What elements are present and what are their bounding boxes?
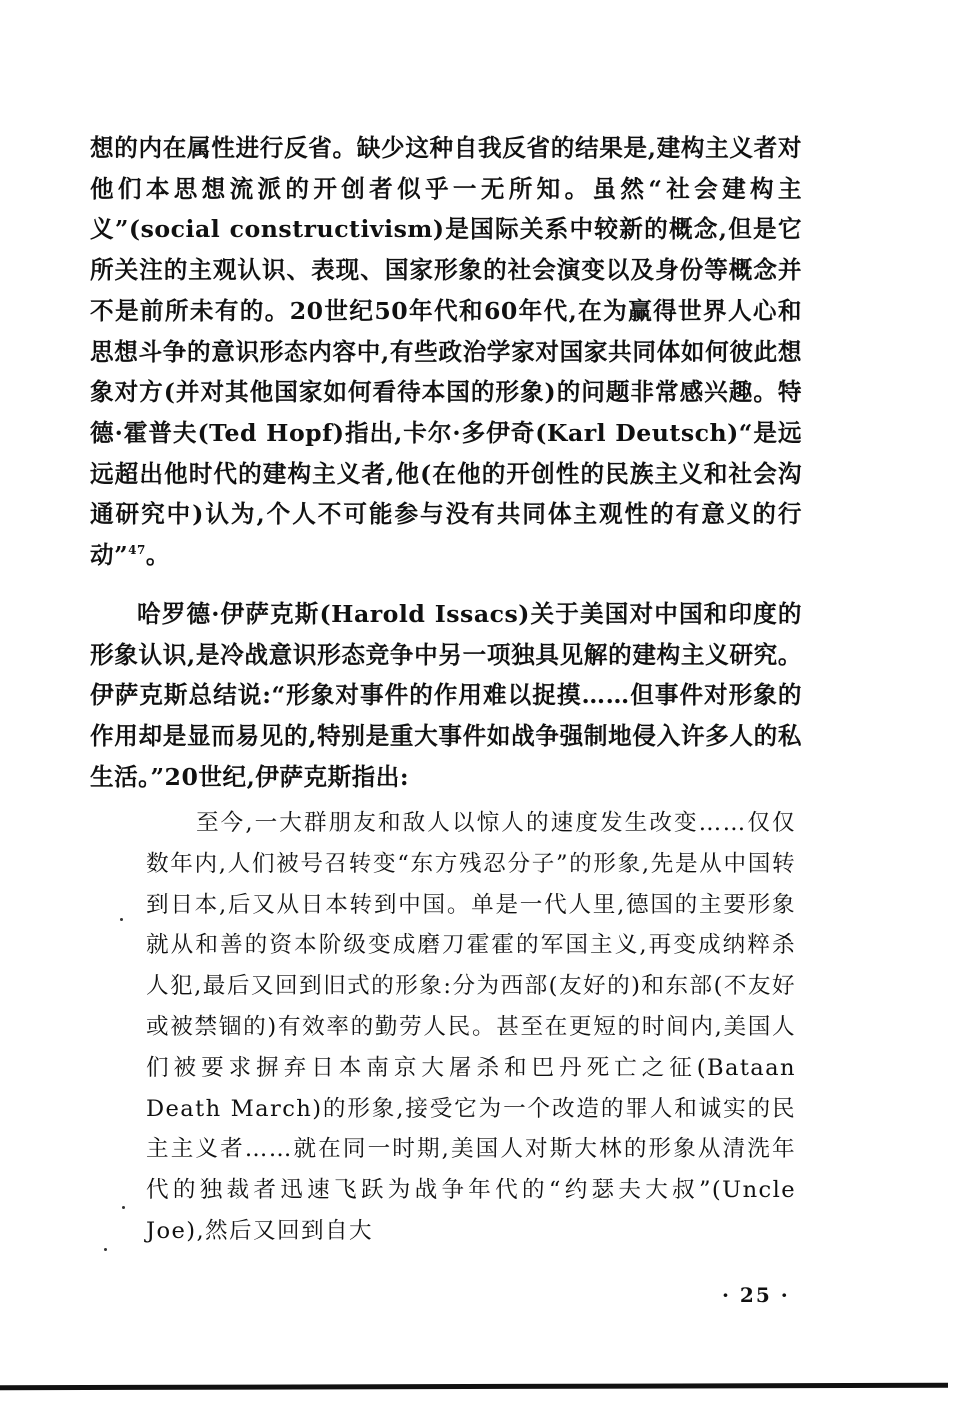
margin-speck <box>122 1206 125 1209</box>
paragraph-2-text: 哈罗德·伊萨克斯(Harold Issacs)关于美国对中国和印度的形象认识,是冷战意识形态竞争中另一项独具见解的建构主义研究。伊萨克斯总结说:“形象对事件的作用难以捉摸……但事件对形象的作用却是显而易见的,特别是重大事件如战争强制地侵入许多人的私生活。”20世纪,伊萨克斯指出: <box>90 600 802 791</box>
margin-speck <box>120 918 123 921</box>
page-number: · 25 · <box>722 1283 790 1307</box>
footnote-ref-47: 47 <box>128 543 146 558</box>
paragraph-1-text: 想的内在属性进行反省。缺少这种自我反省的结果是,建构主义者对他们本思想流派的开创者似乎一无所知。虽然“社会建构主义”(social constructivism)是国际关系中较新的概念,但是它所关注的主观认识、表现、国家形象的社会演变以及身份等概念并不是前所未有的。20世纪50年代和60年代,在为赢得世界人心和思想斗争的意识形态内容中,有些政治学家对国家共同体如何彼此想象对方(并对其他国家如何看待本国的形象)的问题非常感兴趣。特德·霍普夫(Ted Hopf)指出,卡尔·多伊奇(Karl Deutsch)“是远远超出他时代的建构主义者,他(在他的开创性的民族主义和社会沟通研究中)认为,个人不可能参与没有共同体主观性的有意义的行动” <box>90 134 802 570</box>
paragraph-1-end: 。 <box>145 541 170 570</box>
bottom-rule-divider <box>0 1383 948 1390</box>
margin-speck <box>104 1248 107 1251</box>
block-quote <box>146 803 796 1252</box>
body-paragraph-1 <box>90 128 802 576</box>
body-paragraph-2 <box>90 594 802 798</box>
block-quote-text: 至今,一大群朋友和敌人以惊人的速度发生改变……仅仅数年内,人们被号召转变“东方残忍分子”的形象,先是从中国转到日本,后又从日本转到中国。单是一代人里,德国的主要形象就从和善的资本阶级变成磨刀霍霍的军国主义,再变成纳粹杀人犯,最后又回到旧式的形象:分为西部(友好的)和东部(不友好或被禁锢的)有效率的勤劳人民。甚至在更短的时间内,美国人们被要求摒弃日本南京大屠杀和巴丹死亡之征(Bataan Death March)的形象,接受它为一个改造的罪人和诚实的民主主义者……就在同一时期,美国人对斯大林的形象从清洗年代的独裁者迅速飞跃为战争年代的“约瑟夫大叔”(Uncle Joe),然后又回到自大 <box>146 810 796 1244</box>
